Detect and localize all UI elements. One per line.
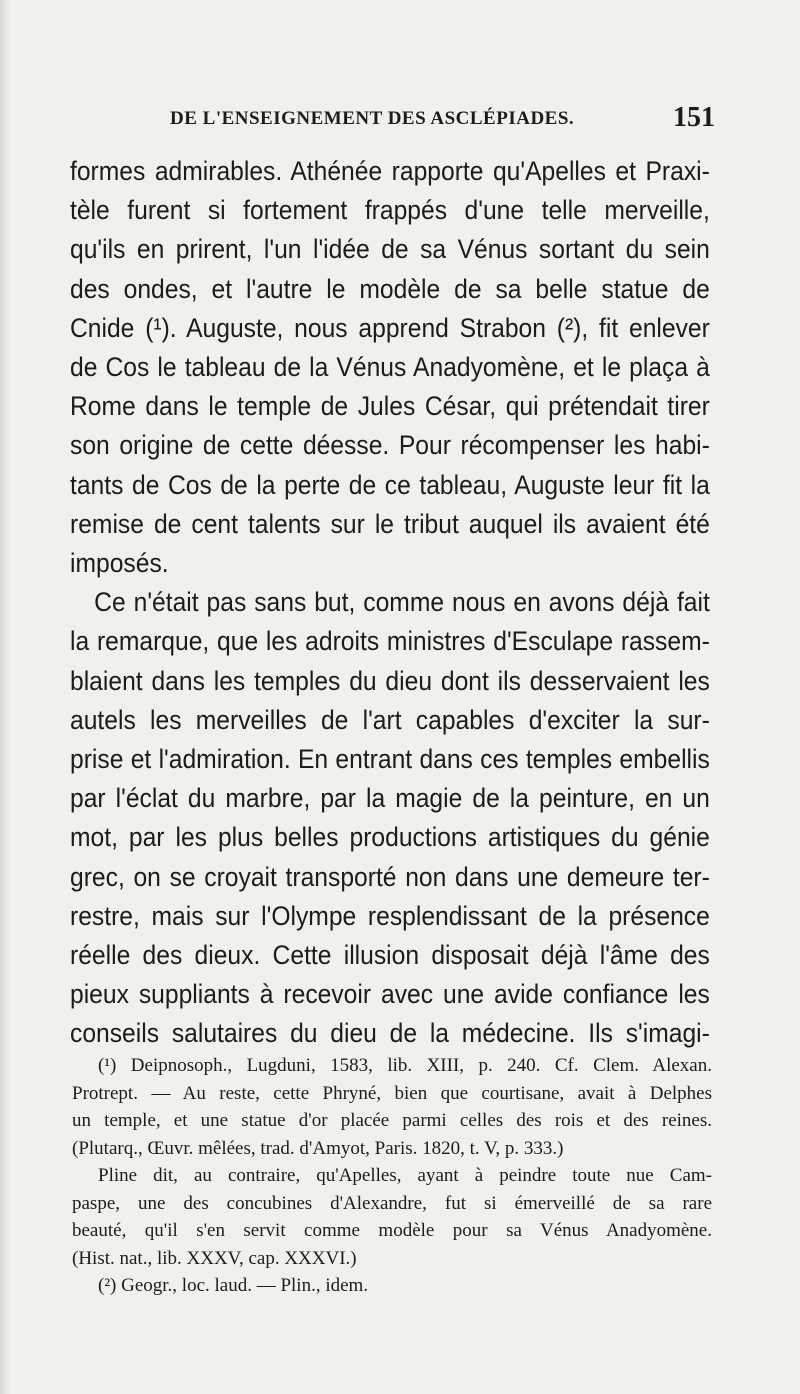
body-line: imposés. [70,548,169,579]
body-line: réelle des dieux. Cette illusion disposait déjà l'âme des [70,940,710,971]
footnote-line: Protrept. — Au reste, cette Phryné, bien que courtisane, avait à Delphes [72,1082,712,1104]
body-line: autels les merveilles de l'art capables d'exciter la sur- [70,704,710,735]
page-header [170,104,715,144]
footnote-line: (²) Geogr., loc. laud. — Plin., idem. [98,1275,369,1296]
body-line: pieux suppliants à recevoir avec une avide confiance les [70,979,710,1010]
footnote-line: (¹) Deipnosoph., Lugduni, 1583, lib. XIII, p. 240. Cf. Clem. Alexan. [98,1055,712,1076]
body-line: conseils salutaires du dieu de la médecine. Ils s'imagi- [70,1018,710,1049]
body-line: Cnide (¹). Auguste, nous apprend Strabon (²), fit enlever [70,312,710,343]
body-line: prise et l'admiration. En entrant dans ces temples embellis [70,744,710,775]
body-text [70,152,710,1054]
footnote-line: un temple, et une statue d'or placée parmi celles des rois et des reines. [72,1110,712,1131]
body-line: la remarque, que les adroits ministres d'Esculape rassem- [70,626,710,657]
body-line: formes admirables. Athénée rapporte qu'Apelles et Praxi- [70,156,710,186]
page-number: 151 [673,102,715,133]
body-line: Ce n'était pas sans but, comme nous en avons déjà fait [94,587,710,618]
body-line: par l'éclat du marbre, par la magie de la peinture, en un [70,783,710,814]
page-edge-shadow [0,0,10,1394]
body-line: remise de cent talents sur le tribut auquel ils avaient été [70,508,710,539]
running-title: DE L'ENSEIGNEMENT DES ASCLÉPIADES. [170,108,575,129]
footnote-line: paspe, une des concubines d'Alexandre, fut si émerveillé de sa rare [72,1192,712,1214]
footnote-line: Pline dit, au contraire, qu'Apelles, ayant à peindre toute nue Cam- [98,1165,712,1186]
body-line: tants de Cos de la perte de ce tableau, Auguste leur fit la [70,469,710,500]
body-line: son origine de cette déesse. Pour récompenser les habi- [70,430,710,461]
body-line: qu'ils en prirent, l'un l'idée de sa Vénus sortant du sein [70,234,710,265]
footnote-line: (Hist. nat., lib. XXXV, cap. XXXVI.) [72,1247,357,1269]
body-line: Rome dans le temple de Jules César, qui prétendait tirer [70,391,710,422]
body-line: grec, on se croyait transporté non dans une demeure ter- [70,861,710,892]
footnotes [72,1052,712,1300]
body-line: blaient dans les temples du dieu dont ils desservaient les [70,665,710,696]
body-line: de Cos le tableau de la Vénus Anadyomène, et le plaça à [70,352,710,383]
footnote-line: (Plutarq., Œuvr. mêlées, trad. d'Amyot, Paris. 1820, t. V, p. 333.) [72,1137,564,1159]
body-line: restre, mais sur l'Olympe resplendissant de la présence [70,900,710,931]
body-line: des ondes, et l'autre le modèle de sa belle statue de [70,273,710,304]
body-line: tèle furent si fortement frappés d'une telle merveille, [70,195,710,226]
footnote-line: beauté, qu'il s'en servit comme modèle pour sa Vénus Anadyomène. [72,1220,712,1241]
body-line: mot, par les plus belles productions artistiques du génie [70,822,710,853]
